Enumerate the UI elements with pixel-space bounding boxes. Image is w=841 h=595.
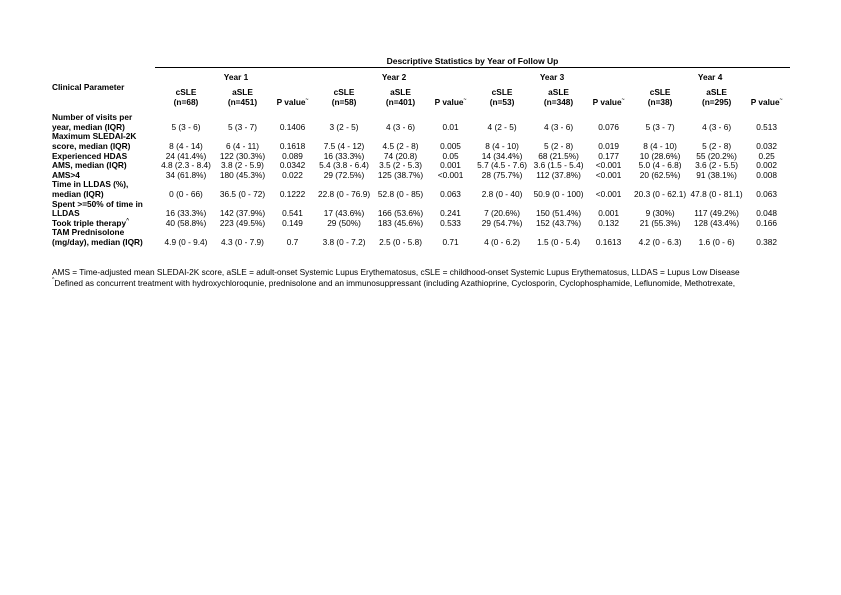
table-row (52, 132, 789, 151)
table-cell: 180 (45.3%) (219, 169, 266, 180)
table-cell: 0.241 (440, 208, 461, 219)
table-cell: 4 (3 - 6) (702, 121, 732, 132)
table-cell: 223 (49.5%) (219, 217, 266, 228)
asle-header: aSLE (n=348) (543, 87, 574, 107)
descriptive-statistics-table (52, 68, 789, 248)
table-row (52, 200, 789, 219)
table-cell: 0.1618 (279, 140, 306, 151)
param-header: Clinical Parameter (52, 81, 125, 92)
asle-header: aSLE (n=451) (227, 87, 258, 107)
table-cell: 17 (43.6%) (323, 208, 365, 219)
table-cell: 0.002 (756, 160, 777, 171)
table-cell: 16 (33.3%) (165, 208, 207, 219)
table-cell: 3.6 (2 - 5.5) (695, 160, 739, 171)
csle-header: cSLE (n=68) (173, 87, 199, 107)
table-cell: 2.5 (0 - 5.8) (379, 236, 422, 247)
table-row (52, 107, 789, 132)
table-cell: 5 (3 - 7) (227, 121, 258, 132)
table-cell: 74 (20.8) (383, 150, 418, 161)
table-cell: 183 (45.6%) (377, 217, 424, 228)
table-cell: 0.089 (282, 150, 303, 161)
table-cell: 0.533 (440, 217, 461, 228)
p-value-header: P value~ (750, 96, 783, 107)
table-cell: 1.6 (0 - 6) (698, 236, 735, 247)
table-cell: 52.8 (0 - 85) (377, 188, 424, 199)
table-cell: 50.9 (0 - 100) (533, 188, 584, 199)
table-cell: 142 (37.9%) (219, 208, 266, 219)
table-cell: 8 (4 - 10) (485, 140, 519, 151)
table-cell: 5.0 (4 - 6.8) (638, 160, 682, 171)
table-cell: 29 (54.7%) (481, 217, 523, 228)
table-title: Descriptive Statistics by Year of Follow Up (386, 56, 559, 66)
table-cell: 6 (4 - 11) (225, 140, 260, 151)
table-cell: 22.8 (0 - 76.9) (317, 188, 371, 199)
footnote-text: Defined as concurrent treatment with hydroxychloroqunie, prednisolone and an immunosuppressant (including Azathioprine, Cyclosporin, Cyclophosphamide, Leflunomide, Methotrexate, (54, 278, 736, 288)
row-label: Time in LLDAS (%), median (IQR) (52, 179, 129, 199)
table-cell: 0.001 (440, 160, 461, 171)
table-cell: 3.8 (0 - 7.2) (322, 236, 366, 247)
table-cell: 0.048 (756, 208, 777, 219)
table-cell: 5.4 (3.8 - 6.4) (319, 160, 369, 171)
table-cell: 0.166 (756, 217, 777, 228)
table-cell: 4.5 (2 - 8) (382, 140, 419, 151)
table-cell: 5.7 (4.5 - 7.6) (477, 160, 527, 171)
table-cell: 5 (2 - 8) (544, 140, 574, 151)
table-cell: 4.9 (0 - 9.4) (164, 236, 208, 247)
table-cell: 24 (41.4%) (165, 150, 207, 161)
table-cell: 0.177 (598, 150, 619, 161)
row-label: Experienced HDAS (52, 150, 128, 161)
table-cell: 20 (62.5%) (639, 169, 681, 180)
table-cell: 0.71 (442, 236, 459, 247)
year-header: Year 2 (381, 72, 407, 83)
table-cell: 29 (50%) (327, 217, 361, 228)
table-row (52, 180, 789, 199)
table-cell: 7 (20.6%) (484, 208, 521, 219)
table-cell: 128 (43.4%) (693, 217, 740, 228)
table-cell: 0.063 (756, 188, 777, 199)
table-cell: 117 (49.2%) (694, 208, 739, 219)
footnote-mark: ^ (52, 277, 55, 283)
csle-header: cSLE (n=58) (331, 87, 357, 107)
table-cell: 0.149 (282, 217, 303, 228)
table-row (52, 228, 789, 247)
row-label: Spent >=50% of time in LLDAS (52, 198, 143, 219)
table-cell: 4 (2 - 5) (487, 121, 517, 132)
table-cell: 2.8 (0 - 40) (481, 188, 523, 199)
table-cell: 0.1222 (279, 188, 306, 199)
table-cell: 34 (61.8%) (165, 169, 207, 180)
table-cell: 0.01 (442, 121, 459, 132)
table-cell: 125 (38.7%) (377, 169, 424, 180)
table-cell: 5 (2 - 8) (702, 140, 732, 151)
table-cell: 7.5 (4 - 12) (323, 140, 365, 151)
table-cell: 0.008 (756, 169, 777, 180)
asle-header: aSLE (n=295) (701, 87, 732, 107)
table-cell: 9 (30%) (645, 208, 675, 219)
table-cell: 21 (55.3%) (639, 217, 681, 228)
table-cell: 20.3 (0 - 62.1) (634, 188, 687, 199)
table-cell: 4 (0 - 6.2) (484, 236, 521, 247)
table-cell: 1.5 (0 - 5.4) (537, 236, 580, 247)
table-cell: 3.8 (2 - 5.9) (221, 160, 264, 171)
row-label: AMS>4 (52, 169, 80, 180)
asle-header: aSLE (n=401) (385, 87, 416, 107)
table-cell: 0.541 (282, 208, 303, 219)
row-label: TAM Prednisolone (mg/day), median (IQR) (52, 227, 143, 247)
table-cell: 5 (3 - 7) (645, 121, 675, 132)
table-cell: 3 (2 - 5) (329, 121, 359, 132)
table-cell: 0.0342 (279, 160, 306, 171)
row-label: Number of visits per year, median (IQR) (52, 112, 133, 132)
csle-header: cSLE (n=38) (647, 87, 673, 107)
table-cell: 0.132 (598, 217, 619, 228)
table-cell: 0.1406 (279, 121, 306, 132)
table-row (52, 171, 789, 181)
table-row (52, 219, 789, 229)
table-cell: 36.5 (0 - 72) (219, 188, 266, 199)
table-cell: 55 (20.2%) (696, 150, 737, 161)
table-cell: 150 (51.4%) (535, 208, 582, 219)
table-cell: 29 (72.5%) (323, 169, 365, 180)
table-cell: 0.05 (442, 150, 459, 161)
p-value-header: P value~ (276, 96, 309, 107)
table-cell: 4.2 (0 - 6.3) (638, 236, 682, 247)
table-cell: 4.8 (2.3 - 8.4) (161, 160, 211, 171)
p-value-header: P value~ (592, 96, 625, 107)
year-header: Year 3 (539, 72, 565, 83)
table-cell: 0.25 (758, 150, 775, 161)
footnote-abbreviations: AMS = Time-adjusted mean SLEDAI-2K score, aSLE = adult-onset Systemic Lupus Erythematosus, cSLE = childhood-onset Systemic Lupus Erythematosus, LLDAS = Lupus Low Disease (52, 267, 740, 277)
table-cell: 91 (38.1%) (696, 169, 737, 180)
row-label: Maximum SLEDAI-2K score, median (IQR) (52, 131, 137, 151)
table-cell: 166 (53.6%) (377, 208, 424, 219)
table-cell: 122 (30.3%) (219, 150, 266, 161)
table-cell: 0.022 (282, 169, 303, 180)
table-cell: 0.1613 (595, 236, 622, 247)
table-cell: <0.001 (595, 160, 622, 171)
table-cell: 28 (75.7%) (481, 169, 523, 180)
table-cell: 10 (28.6%) (639, 150, 681, 161)
table-cell: 0.7 (286, 236, 299, 247)
table-cell: <0.001 (595, 169, 622, 180)
row-label: AMS, median (IQR) (52, 160, 127, 171)
table-cell: 0.001 (598, 208, 619, 219)
p-value-header: P value~ (434, 96, 467, 107)
table-cell: 5 (3 - 6) (171, 121, 201, 132)
table-cell: 4 (3 - 6) (386, 121, 416, 132)
csle-header: cSLE (n=53) (489, 87, 515, 107)
table-cell: 0.382 (756, 236, 777, 247)
table-cell: 0.063 (440, 188, 461, 199)
footnote-triple-therapy (52, 278, 735, 288)
row-label: Took triple therapy^ (52, 217, 129, 228)
table-cell: <0.001 (595, 188, 622, 199)
table-cell: <0.001 (437, 169, 464, 180)
table-cell: 0.005 (440, 140, 461, 151)
year-header: Year 4 (697, 72, 723, 83)
table-cell: 152 (43.7%) (535, 217, 582, 228)
table-cell: 4.3 (0 - 7.9) (221, 236, 264, 247)
table-cell: 0.019 (598, 140, 619, 151)
table-cell: 14 (34.4%) (481, 150, 523, 161)
table-cell: 47.8 (0 - 81.1) (690, 188, 743, 199)
table-cell: 0 (0 - 66) (169, 188, 203, 199)
table-cell: 0.032 (756, 140, 777, 151)
table-cell: 8 (4 - 14) (169, 140, 203, 151)
table-cell: 8 (4 - 10) (643, 140, 677, 151)
table-cell: 4 (3 - 6) (544, 121, 574, 132)
table-cell: 40 (58.8%) (165, 217, 207, 228)
table-cell: 112 (37.8%) (536, 169, 581, 180)
table-cell: 3.5 (2 - 5.3) (379, 160, 422, 171)
table-cell: 16 (33.3%) (323, 150, 365, 161)
table-cell: 0.076 (598, 121, 619, 132)
table-cell: 3.6 (1.5 - 5.4) (533, 160, 584, 171)
table-cell: 0.513 (756, 121, 777, 132)
table-cell: 68 (21.5%) (538, 150, 579, 161)
year-header: Year 1 (223, 72, 249, 83)
